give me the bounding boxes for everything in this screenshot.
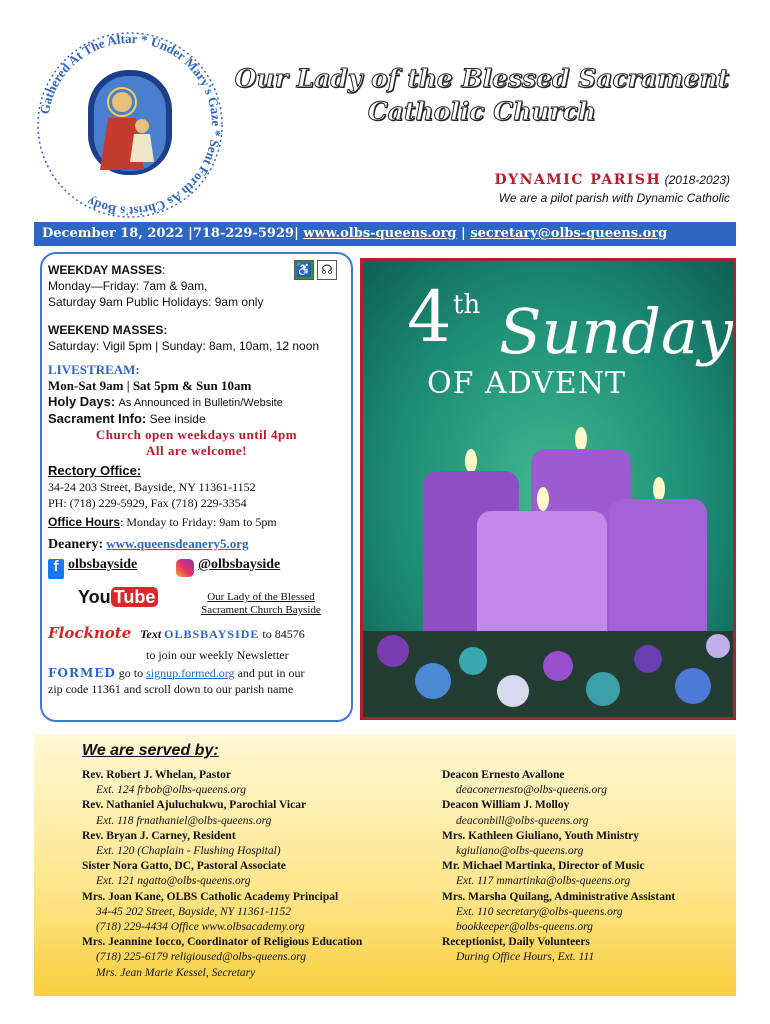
ornaments-wreath-icon	[363, 631, 733, 717]
staff-contact: Ext. 117 mmartinka@olbs-queens.org	[456, 875, 631, 888]
advent-number: 4	[407, 276, 452, 358]
weekday-heading: WEEKDAY MASSES	[48, 263, 163, 277]
staff-contact: (718) 229-4434 Office www.olbsacademy.org	[96, 921, 305, 934]
office-hours-label: Office Hours	[48, 515, 121, 529]
staff-name: Rev. Robert J. Whelan, Pastor	[82, 769, 231, 781]
social-media-section	[48, 557, 345, 655]
office-hours-text: : Monday to Friday: 9am to 5pm	[120, 515, 277, 529]
stained-glass-icon	[88, 70, 172, 175]
staff-contact: deaconbill@olbs-queens.org	[456, 814, 589, 827]
dynamic-parish-label: DYNAMIC PARISH	[494, 172, 662, 188]
formed-link[interactable]: signup.formed.org	[146, 666, 235, 680]
sacrament-text: See inside	[149, 412, 206, 426]
staff-contact: Ext. 118 frnathaniel@olbs-queens.org	[96, 814, 272, 827]
parish-seal	[30, 30, 230, 220]
website-link[interactable]: www.olbs-queens.org	[303, 226, 457, 241]
phone-number: 718-229-5929	[192, 226, 295, 241]
formed-logo: FORMED	[48, 666, 116, 680]
weekday-line: Monday—Friday: 7am & 9am,	[48, 279, 208, 293]
staff-contact: Ext. 120 (Chaplain - Flushing Hospital)	[96, 845, 281, 858]
deanery-label: Deanery:	[48, 537, 104, 552]
holy-days-label: Holy Days:	[48, 394, 116, 409]
weekday-line: Saturday 9am Public Holidays: 9am only	[48, 295, 264, 309]
staff-name: Mrs. Kathleen Giuliano, Youth Ministry	[442, 829, 639, 842]
staff-section	[34, 734, 736, 996]
staff-left-column	[82, 768, 432, 981]
staff-contact: Ext. 124 frbob@olbs-queens.org	[96, 784, 247, 797]
staff-contact: (718) 225-6179 religioused@olbs-queens.org	[96, 951, 306, 964]
facebook-icon[interactable]: f	[48, 559, 64, 579]
newsletter-text: to join our weekly Newsletter	[146, 648, 289, 662]
instagram-link[interactable]: @olbsbayside	[198, 557, 281, 572]
staff-name: Receptionist, Daily Volunteers	[442, 936, 590, 949]
text-number: to 84576	[262, 627, 305, 641]
church-open-text: Church open weekdays until 4pm	[95, 427, 298, 442]
sacrament-label: Sacrament Info:	[48, 411, 147, 426]
livestream-heading: LIVESTREAM:	[48, 362, 140, 377]
formed-line2: zip code 11361 and scroll down to our parish name	[48, 682, 294, 696]
staff-contact: Ext. 121 ngatto@olbs-queens.org	[96, 875, 251, 888]
instagram-icon[interactable]	[176, 559, 194, 577]
rectory-phone: PH: (718) 229-5929, Fax (718) 229-3354	[48, 496, 247, 510]
staff-name: Mrs. Joan Kane, OLBS Catholic Academy Principal	[82, 890, 339, 903]
staff-name: Sister Nora Gatto, DC, Pastoral Associate	[82, 860, 286, 873]
seal-ring-text: Gathered At The Altar * Under Mary's Gaze * Sent Forth As Christ's Body	[36, 30, 225, 220]
staff-name: Mrs. Jeannine Iocco, Coordinator of Religious Education	[82, 936, 363, 949]
contact-bar: December 18, 2022 |718-229-5929| www.olbs-queens.org | secretary@olbs-queens.org	[34, 222, 736, 246]
holy-days-text: As Announced in Bulletin/Website	[118, 397, 283, 409]
mass-info-box: ♿ ☊ WEEKDAY MASSES: Monday—Friday: 7am & 9am, Saturday 9am Public Holidays: 9am only WEEKEND MASSES: Saturday: Vigil 5pm | Sunday: 8am, 10am, 12 noon LIVESTREAM: Mon-Sat 9am | Sat 5pm & Sun 10am Holy Days: As Announced in Bulletin/Website Sacrament Info: See inside Church open weekdays until 4pm All are welcome! Rectory Office: 34-24 203 Street, Bayside, NY 11361-1152 PH: (718) 229-5929, Fax (718) 229-3354 Office Hours: Monday to Friday: 9am to 5pm Deanery: www.queensdeanery5.org f olbsbayside @olbsbayside You Tube Our Lady of the Blessed Sacrament Church Bayside Flocknote Text OLBSBAYSIDE to 84576 to join our weekly Newsletter FORMED go to signup.formed.org and put in our zip code 11361 and scroll down to our parish name	[40, 252, 353, 722]
hearing-assist-icon: ☊	[317, 260, 337, 280]
weekend-line: Saturday: Vigil 5pm | Sunday: 8am, 10am, 12 noon	[48, 339, 320, 353]
wheelchair-icon: ♿	[294, 260, 314, 280]
welcome-text: All are welcome!	[146, 443, 247, 458]
advent-of-advent: OF ADVENT	[427, 366, 626, 401]
staff-name: Rev. Nathaniel Ajuluchukwu, Parochial Vicar	[82, 799, 307, 812]
weekend-heading: WEEKEND MASSES:	[48, 323, 168, 337]
flocknote-logo: Flocknote	[48, 624, 132, 642]
text-keyword: OLBSBAYSIDE	[164, 627, 260, 641]
church-title: Our Lady of the Blessed Sacrament Catholic Church	[234, 64, 730, 126]
pilot-parish-text: We are a pilot parish with Dynamic Catholic	[498, 191, 730, 205]
staff-name: Mr. Michael Martinka, Director of Music	[442, 860, 645, 873]
email-link[interactable]: secretary@olbs-queens.org	[470, 226, 668, 241]
staff-name: Deacon Ernesto Avallone	[442, 769, 565, 781]
staff-contact: bookkeeper@olbs-queens.org	[456, 921, 593, 934]
staff-name: Deacon William J. Molloy	[442, 799, 570, 812]
advent-superscript: th	[453, 290, 481, 320]
staff-contact: 34-45 202 Street, Bayside, NY 11361-1152	[96, 905, 291, 918]
staff-contact: Ext. 110 secretary@olbs-queens.org	[456, 905, 623, 918]
formed-rest: and put in our	[237, 666, 305, 680]
dynamic-parish-years: (2018-2023)	[664, 173, 730, 187]
accessibility-icons	[294, 260, 337, 280]
text-word: Text	[140, 627, 162, 641]
youtube-channel-link[interactable]: Our Lady of the Blessed Sacrament Church Bayside	[201, 591, 321, 616]
staff-contact: During Office Hours, Ext. 111	[456, 951, 595, 964]
staff-heading: We are served by:	[82, 742, 219, 759]
advent-sunday: Sunday	[499, 295, 733, 368]
livestream-times: Mon-Sat 9am | Sat 5pm & Sun 10am	[48, 378, 252, 393]
facebook-link[interactable]: olbsbayside	[68, 557, 138, 572]
staff-contact: deaconernesto@olbs-queens.org	[456, 784, 607, 797]
staff-right-column	[442, 768, 702, 966]
staff-contact: Mrs. Jean Marie Kessel, Secretary	[96, 966, 256, 979]
formed-go: go to	[118, 666, 144, 680]
staff-contact: kgiuliano@olbs-queens.org	[456, 845, 584, 858]
advent-candles-image	[360, 258, 736, 720]
rectory-label: Rectory Office:	[48, 463, 142, 478]
bulletin-date: December 18, 2022	[42, 226, 184, 241]
staff-name: Mrs. Marsha Quilang, Administrative Assistant	[442, 890, 676, 903]
rectory-address: 34-24 203 Street, Bayside, NY 11361-1152	[48, 480, 256, 494]
staff-name: Rev. Bryan J. Carney, Resident	[82, 829, 236, 842]
dynamic-parish-note	[495, 172, 730, 205]
youtube-icon[interactable]: You Tube	[78, 589, 158, 605]
deanery-link[interactable]: www.queensdeanery5.org	[106, 536, 249, 551]
